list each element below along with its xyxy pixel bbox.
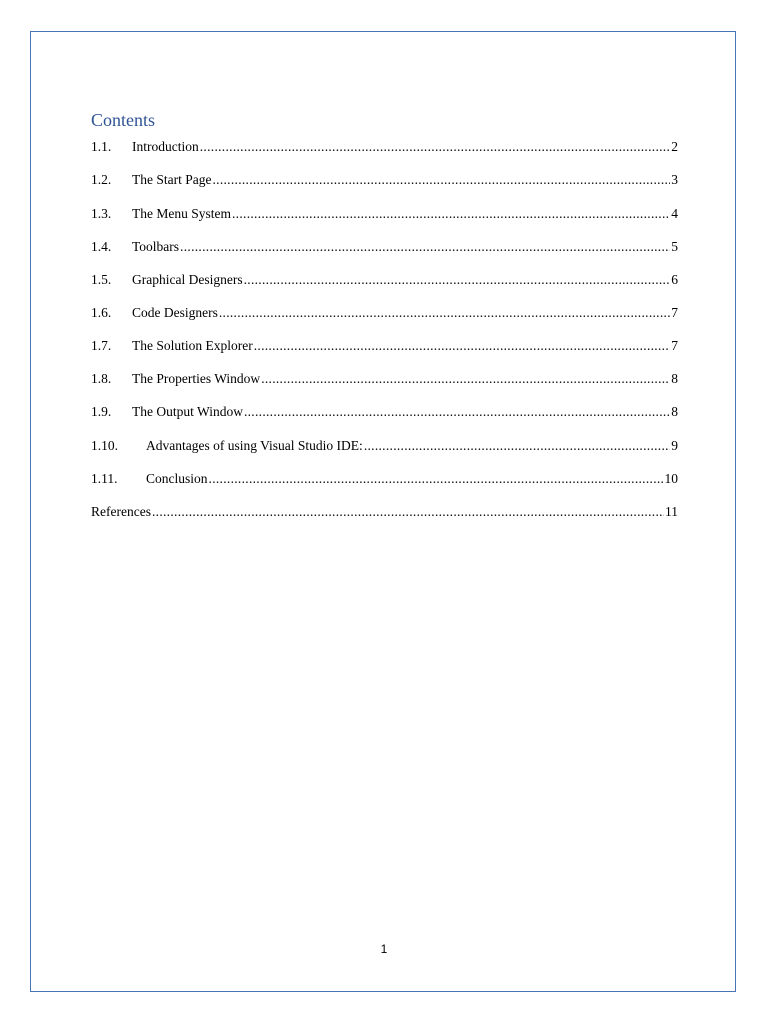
toc-entry-number: 1.9. (91, 404, 112, 419)
toc-entry-graphical-designers[interactable] (91, 268, 678, 288)
toc-entry-page: 7 (671, 305, 678, 320)
toc-entry-number: 1.7. (91, 338, 112, 353)
toc-entry-advantages[interactable] (91, 434, 678, 454)
toc-entry-page: 11 (665, 504, 678, 519)
toc-leader-dots (212, 172, 670, 188)
toc-entry-title: Graphical Designers (132, 272, 243, 287)
toc-entry-page: 7 (671, 338, 678, 353)
toc-entry-number: 1.5. (91, 272, 112, 287)
toc-entry-title: References (91, 504, 151, 519)
toc-entry-references[interactable] (91, 500, 678, 520)
toc-entry-introduction[interactable] (91, 135, 678, 155)
toc-entry-title: The Menu System (132, 206, 231, 221)
toc-leader-dots (244, 272, 671, 288)
toc-entry-title: Code Designers (132, 305, 218, 320)
toc-entry-number: 1.2. (91, 172, 112, 187)
toc-entry-page: 9 (671, 438, 678, 453)
toc-entry-title: Conclusion (146, 471, 208, 486)
toc-leader-dots (232, 206, 670, 222)
toc-leader-dots (180, 239, 670, 255)
toc-entry-title: The Solution Explorer (132, 338, 253, 353)
toc-entry-solution-explorer[interactable] (91, 334, 678, 354)
toc-entry-page: 5 (671, 239, 678, 254)
toc-leader-dots (261, 371, 670, 387)
toc-entry-number: 1.4. (91, 239, 112, 254)
toc-leader-dots (219, 305, 670, 321)
toc-leader-dots (152, 504, 664, 520)
toc-entry-number: 1.11. (91, 471, 118, 486)
toc-entry-toolbars[interactable] (91, 235, 678, 255)
toc-leader-dots (209, 471, 664, 487)
toc-entry-page: 2 (671, 139, 678, 154)
toc-entry-properties-window[interactable] (91, 367, 678, 387)
toc-entry-number: 1.6. (91, 305, 112, 320)
page-number: 1 (380, 942, 388, 956)
toc-entry-number: 1.10. (91, 438, 118, 453)
toc-heading: Contents (91, 110, 156, 130)
toc-entry-title: Introduction (132, 139, 199, 154)
toc-entry-page: 8 (671, 371, 678, 386)
toc-entry-title: Advantages of using Visual Studio IDE: (146, 438, 363, 453)
toc-leader-dots (244, 404, 670, 420)
toc-entry-title: The Start Page (132, 172, 212, 187)
toc-entry-page: 8 (671, 404, 678, 419)
toc-entry-number: 1.8. (91, 371, 112, 386)
toc-entry-page: 10 (664, 471, 678, 486)
toc-entry-title: Toolbars (132, 239, 180, 254)
toc-entry-conclusion[interactable] (91, 467, 678, 487)
toc-entry-number: 1.3. (91, 206, 112, 221)
table-of-contents (91, 108, 678, 519)
toc-leader-dots (200, 139, 671, 155)
toc-leader-dots (254, 338, 671, 354)
toc-entry-page: 6 (671, 272, 678, 287)
toc-entry-title: The Output Window (132, 404, 243, 419)
toc-leader-dots (364, 438, 670, 454)
toc-entry-number: 1.1. (91, 139, 112, 154)
toc-entry-output-window[interactable] (91, 400, 678, 420)
toc-entry-code-designers[interactable] (91, 301, 678, 321)
toc-entry-title: The Properties Window (132, 371, 261, 386)
toc-entry-page: 3 (671, 172, 678, 187)
toc-entry-start-page[interactable] (91, 168, 678, 188)
toc-entry-page: 4 (671, 206, 678, 221)
toc-entry-menu-system[interactable] (91, 202, 678, 222)
